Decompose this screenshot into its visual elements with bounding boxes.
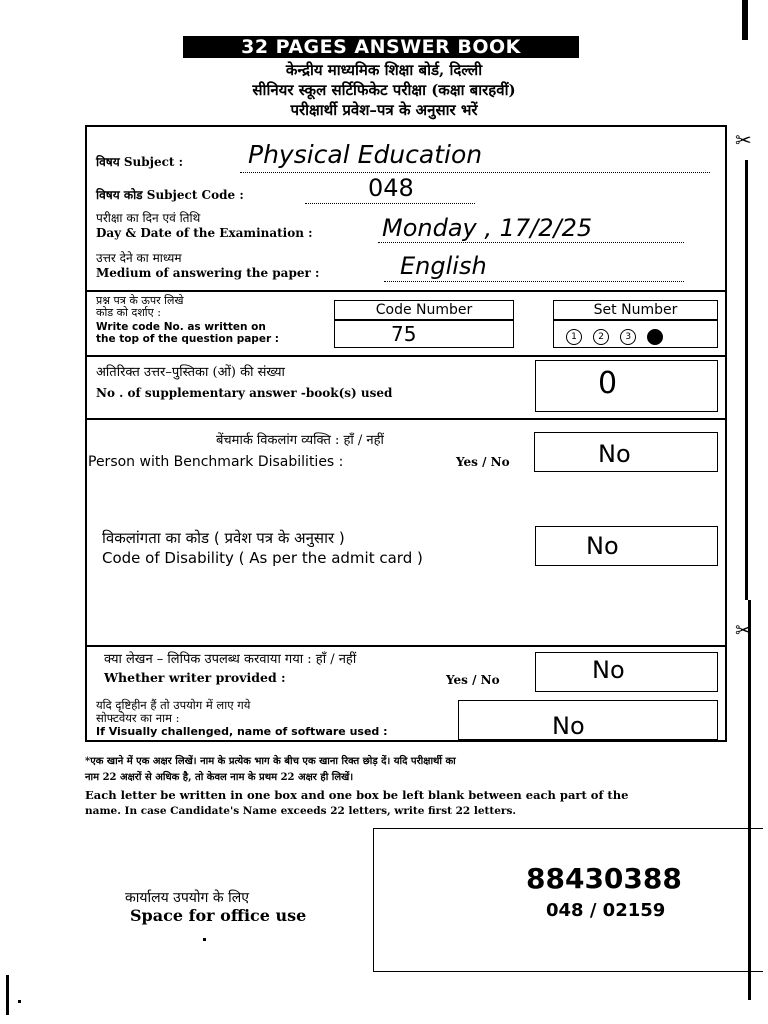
subject-code-value[interactable]: 048 [368, 174, 414, 202]
subject-value[interactable]: Physical Education [248, 140, 483, 169]
note-en-2: name. In case Candidate's Name exceeds 22 letters, write first 22 letters. [85, 805, 517, 817]
software-label-hi-2: सोफ्टवेयर का नाम : [96, 711, 180, 725]
writer-label-hi: क्या लेखन – लिपिक उपलब्ध करवाया गया : हाँ / नहीं [104, 652, 357, 667]
benchmark-yes-no: Yes / No [456, 455, 510, 469]
supplementary-value: 0 [598, 366, 618, 401]
software-value: No [552, 712, 585, 740]
exam-name: सीनियर स्कूल सर्टिफिकेट परीक्षा (कक्षा बारहवीं) [252, 81, 516, 99]
qp-code-label-hi-1: प्रश्न पत्र के ऊपर लिखे [96, 294, 184, 307]
code-number-heading: Code Number [334, 300, 514, 320]
writer-value: No [592, 656, 625, 684]
dot-mark [203, 938, 206, 941]
software-box[interactable] [458, 700, 718, 740]
qp-code-label-2: the top of the question paper : [96, 333, 279, 345]
set-option-3[interactable]: 3 [620, 329, 636, 345]
answer-book-banner: 32 PAGES ANSWER BOOK [183, 36, 579, 58]
disability-code-box[interactable] [535, 526, 718, 566]
supplementary-label-hi: अतिरिक्त उत्तर–पुस्तिका (ओं) की संख्या [96, 365, 285, 380]
benchmark-label-hi: बेंचमार्क विकलांग व्यक्ति : हाँ / नहीं [216, 433, 384, 448]
divider [85, 290, 727, 292]
benchmark-value: No [598, 440, 631, 468]
barcode-number: 88430388 [526, 862, 682, 895]
benchmark-label: Person with Benchmark Disabilities : [88, 454, 344, 470]
medium-label: Medium of answering the paper : [96, 266, 320, 280]
divider [85, 355, 727, 357]
note-hi-2: नाम 22 अक्षरों से अधिक है, तो केवल नाम के प्रथम 22 अक्षर ही लिखें। [85, 772, 354, 783]
fill-instruction: परीक्षार्थी प्रवेश–पत्र के अनुसार भरें [290, 101, 478, 119]
writer-box[interactable] [535, 652, 718, 692]
set-number-heading: Set Number [553, 300, 718, 320]
scissor-mark: ✂ [735, 618, 752, 642]
writer-yes-no: Yes / No [446, 673, 500, 687]
set-option-4-selected[interactable]: 4 [647, 329, 663, 345]
scan-edge-mark [745, 160, 748, 600]
medium-line [384, 281, 684, 282]
code-number-box[interactable]: 75 [334, 320, 514, 348]
scan-edge-mark [748, 600, 751, 1000]
medium-value[interactable]: English [400, 252, 487, 280]
set-option-2[interactable]: 2 [593, 329, 609, 345]
exam-date-label: Day & Date of the Examination : [96, 226, 313, 240]
software-label: If Visually challenged, name of software used : [96, 725, 388, 738]
writer-label: Whether writer provided : [104, 670, 286, 685]
board-name: केन्द्रीय माध्यमिक शिक्षा बोर्ड, दिल्ली [285, 61, 483, 79]
set-number-options[interactable] [553, 320, 718, 348]
scissor-mark: ✂ [735, 128, 752, 152]
subject-code-label: विषय कोड Subject Code : [96, 188, 244, 202]
subject-line [240, 172, 710, 173]
disability-code-value: No [586, 532, 619, 560]
qp-code-label-hi-2: कोड को दर्शाए : [96, 306, 161, 319]
office-use-label-hi: कार्यालय उपयोग के लिए [125, 890, 249, 906]
office-use-label: Space for office use [130, 906, 307, 925]
supplementary-label: No . of supplementary answer -book(s) used [96, 386, 393, 400]
disability-code-label-hi: विकलांगता का कोड ( प्रवेश पत्र के अनुसार ) [102, 529, 345, 547]
medium-label-hi: उत्तर देने का माध्यम [96, 251, 182, 265]
supplementary-box[interactable] [535, 360, 718, 412]
scan-edge-mark [6, 975, 9, 1015]
software-label-hi-1: यदि दृष्टिहीन हैं तो उपयोग में लाए गये [96, 698, 251, 712]
exam-date-value[interactable]: Monday , 17/2/25 [382, 214, 593, 242]
note-hi-1: *एक खाने में एक अक्षर लिखें। नाम के प्रत्येक भाग के बीच एक खाना रिक्त छोड़ दें। यदि परीक्षार्थी का [85, 756, 456, 767]
exam-date-label-hi: परीक्षा का दिन एवं तिथि [96, 211, 201, 225]
divider [85, 418, 727, 420]
exam-date-line [378, 242, 684, 243]
scan-edge-mark [742, 0, 748, 40]
scan-edge-mark [18, 1000, 21, 1003]
note-en-1: Each letter be written in one box and one box be left blank between each part of the [85, 788, 629, 802]
disability-code-label: Code of Disability ( As per the admit card ) [102, 549, 423, 567]
divider [85, 645, 727, 647]
centre-code: 048 / 02159 [546, 900, 666, 921]
subject-label: विषय Subject : [96, 155, 184, 169]
subject-code-line [305, 203, 475, 204]
qp-code-label-1: Write code No. as written on [96, 321, 266, 333]
set-option-1[interactable]: 1 [566, 329, 582, 345]
